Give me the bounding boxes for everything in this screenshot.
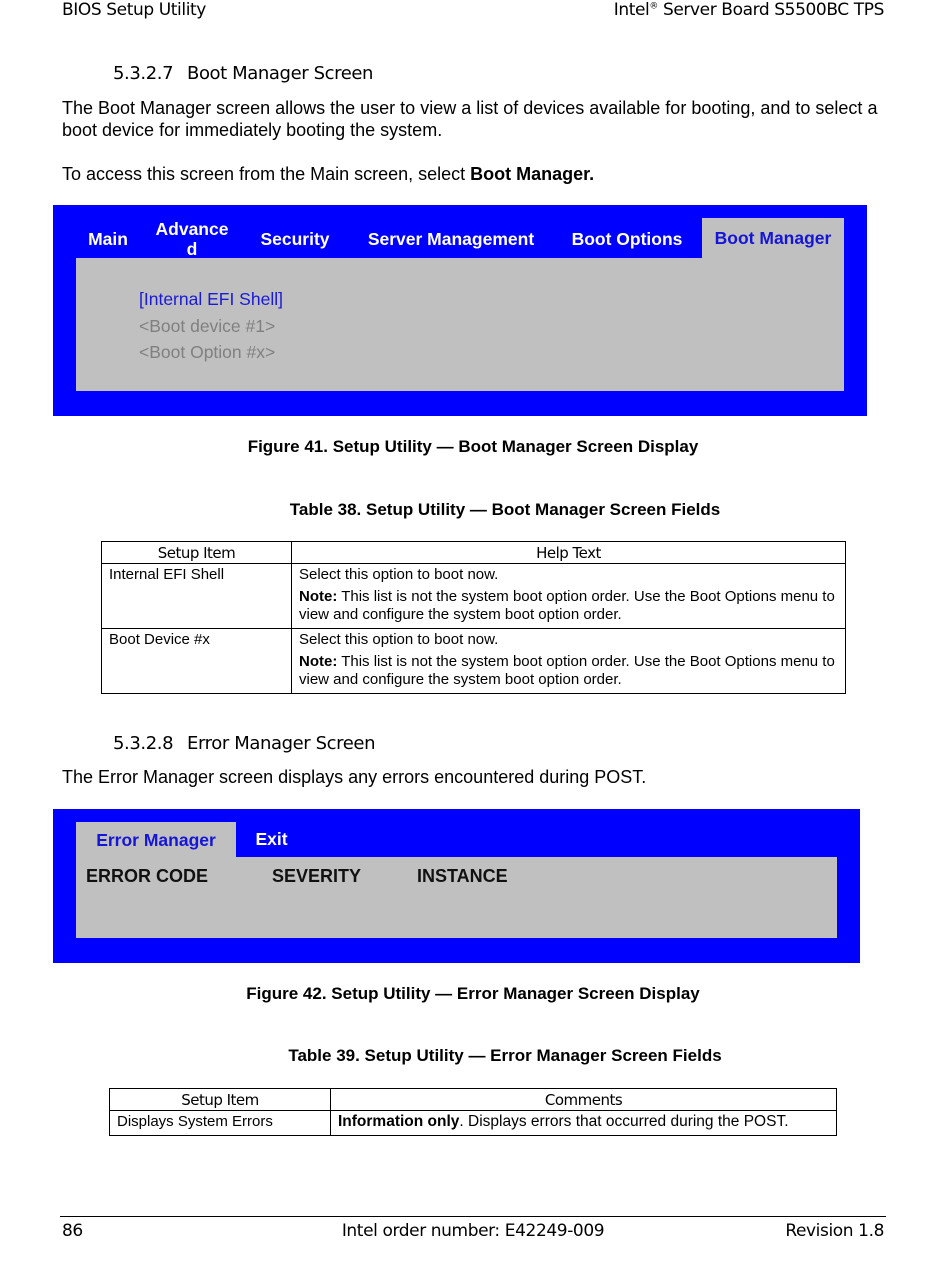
section-number: 5.3.2.8 <box>113 733 174 754</box>
header-right <box>614 0 884 20</box>
header-left: BIOS Setup Utility <box>62 0 206 20</box>
table-row <box>110 1111 837 1136</box>
access-bold: Boot Manager. <box>470 164 595 184</box>
column-header-help-text: Help Text <box>292 542 846 564</box>
table-row <box>102 629 846 694</box>
boot-item-boot-option[interactable]: <Boot Option #x> <box>139 342 276 362</box>
registered-mark: ® <box>649 1 658 12</box>
section-heading-boot-manager <box>113 63 373 84</box>
note-label: Note: <box>299 653 338 670</box>
table-39 <box>109 1088 837 1136</box>
column-error-code: ERROR CODE <box>86 866 209 886</box>
section-number: 5.3.2.7 <box>113 63 174 84</box>
tab-server-management[interactable]: Server Management <box>367 229 535 249</box>
tab-boot-manager[interactable]: Boot Manager <box>702 218 844 258</box>
table-header-row <box>102 542 846 564</box>
error-manager-screen <box>53 809 860 963</box>
comment-text: . Displays errors that occurred during the POST. <box>459 1113 789 1130</box>
tab-exit[interactable]: Exit <box>255 829 288 849</box>
note-text: This list is not the system boot option order. Use the Boot Options menu to view and configure the system boot option order. <box>299 653 835 688</box>
column-header-setup-item: Setup Item <box>102 542 292 564</box>
page-number: 86 <box>62 1221 83 1241</box>
header-title: Server Board S5500BC TPS <box>657 0 884 20</box>
boot-manager-description: The Boot Manager screen allows the user to view a list of devices available for booting, and to select a boot device for immediately booting the system. <box>62 98 878 140</box>
section-heading-error-manager <box>113 733 375 754</box>
section-title: Error Manager Screen <box>187 733 376 754</box>
tab-advanced[interactable]: Advance d <box>155 219 229 259</box>
comment-bold: Information only <box>338 1113 460 1130</box>
tab-boot-options[interactable]: Boot Options <box>571 229 683 249</box>
help-text-cell <box>292 629 846 694</box>
tab-error-manager[interactable]: Error Manager <box>76 822 236 857</box>
help-line: Select this option to boot now. <box>299 631 499 648</box>
table-header-row <box>110 1089 837 1111</box>
setup-item-cell: Internal EFI Shell <box>102 564 292 629</box>
order-number: Intel order number: E42249-009 <box>341 1221 605 1241</box>
boot-manager-screen <box>53 205 867 416</box>
note-label: Note: <box>299 588 338 605</box>
boot-item-internal-efi-shell[interactable]: [Internal EFI Shell] <box>139 289 283 309</box>
figure-41-caption: Figure 41. Setup Utility — Boot Manager Screen Display <box>247 437 699 456</box>
revision: Revision 1.8 <box>785 1221 884 1241</box>
boot-manager-access-instructions <box>62 163 882 185</box>
help-text-cell <box>292 564 846 629</box>
help-line: Select this option to boot now. <box>299 566 499 583</box>
setup-item-cell: Boot Device #x <box>102 629 292 694</box>
column-severity: SEVERITY <box>272 866 362 886</box>
figure-42-caption: Figure 42. Setup Utility — Error Manager Screen Display <box>246 984 700 1003</box>
column-header-comments: Comments <box>331 1089 837 1111</box>
header-brand: Intel <box>613 0 650 20</box>
help-note <box>299 653 838 689</box>
table-row <box>102 564 846 629</box>
tab-security[interactable]: Security <box>260 229 330 249</box>
section-title: Boot Manager Screen <box>187 63 374 84</box>
table-39-title: Table 39. Setup Utility — Error Manager Screen Fields <box>288 1046 722 1065</box>
error-manager-description: The Error Manager screen displays any errors encountered during POST. <box>62 767 647 787</box>
setup-item-cell: Displays System Errors <box>110 1111 331 1136</box>
table-38-title: Table 38. Setup Utility — Boot Manager Screen Fields <box>289 500 721 519</box>
table-38 <box>101 541 846 694</box>
help-note <box>299 588 838 624</box>
comments-cell <box>331 1111 837 1136</box>
boot-item-boot-device[interactable]: <Boot device #1> <box>139 316 276 336</box>
tab-main[interactable]: Main <box>88 229 128 249</box>
footer-rule <box>60 1216 886 1217</box>
column-header-setup-item: Setup Item <box>110 1089 331 1111</box>
access-prefix: To access this screen from the Main screen, select <box>62 164 471 184</box>
note-text: This list is not the system boot option order. Use the Boot Options menu to view and configure the system boot option order. <box>299 588 835 623</box>
column-instance: INSTANCE <box>417 866 508 886</box>
